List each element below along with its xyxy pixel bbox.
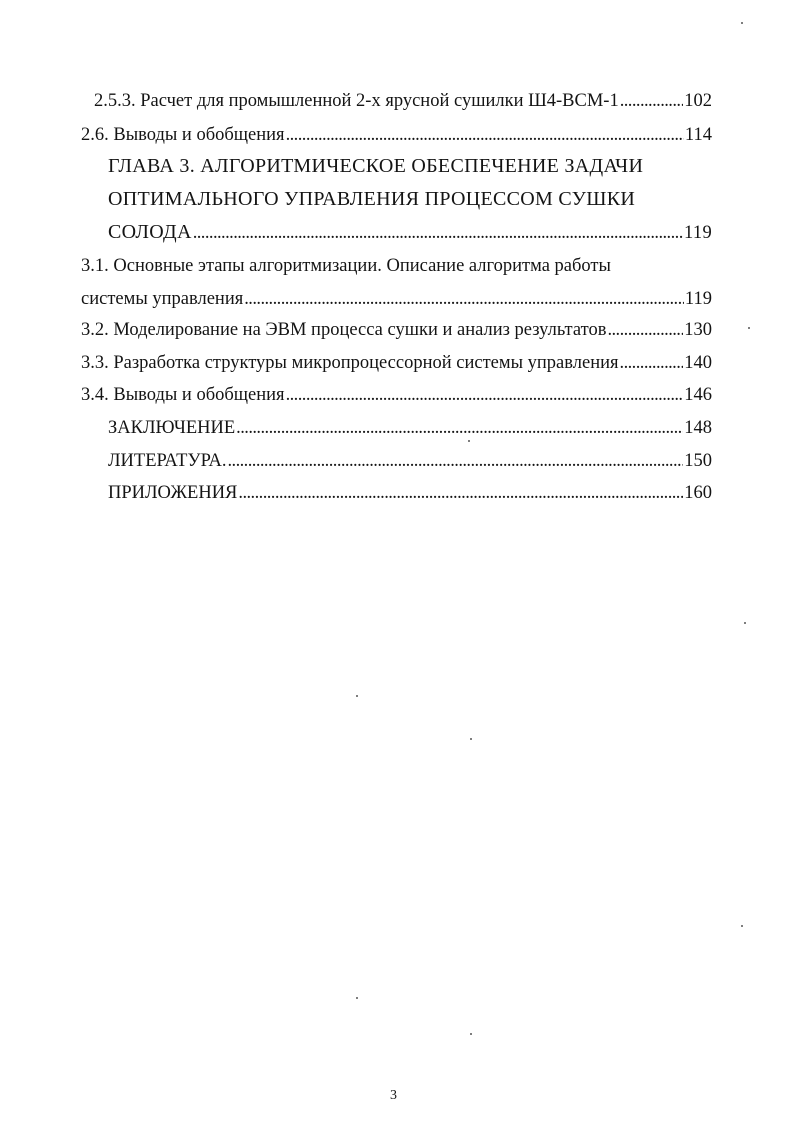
toc-entry-title: ПРИЛОЖЕНИЯ [108, 483, 238, 503]
toc-entry-title: системы управления [81, 289, 244, 309]
toc-leader-dots [236, 417, 683, 439]
toc-entry-3-4 [81, 384, 712, 406]
toc-entry-title: ЗАКЛЮЧЕНИЕ [108, 418, 236, 438]
toc-entry-page: 148 [684, 418, 712, 438]
scan-speck [748, 327, 750, 329]
toc-entry-page: 146 [684, 385, 712, 405]
toc-entry-title: 3.3. Разработка структуры микропроцессорной системы управления [81, 353, 619, 373]
toc-leader-dots [193, 221, 683, 245]
chapter-3-title-line-1: ГЛАВА 3. АЛГОРИТМИЧЕСКОЕ ОБЕСПЕЧЕНИЕ ЗАДАЧИ [108, 155, 644, 177]
toc-entry-3-1 [81, 288, 712, 310]
toc-leader-dots [286, 384, 684, 406]
toc-entry-appendices [108, 482, 712, 504]
toc-leader-dots [620, 90, 684, 112]
scan-speck [741, 22, 743, 24]
toc-leader-dots [244, 288, 684, 310]
toc-entry-conclusion [108, 417, 712, 439]
toc-entry-title: 2.6. Выводы и обобщения [81, 125, 285, 145]
toc-entry-page: 102 [684, 91, 712, 111]
toc-entry-page: 119 [684, 289, 712, 309]
toc-entry-title: 3.4. Выводы и обобщения [81, 385, 285, 405]
scan-speck [744, 622, 746, 624]
toc-leader-dots [227, 450, 683, 472]
scan-speck [356, 997, 358, 999]
toc-leader-dots [620, 352, 684, 374]
toc-entry-page: 114 [684, 125, 712, 145]
scan-speck [470, 738, 472, 740]
toc-entry-3-1-line-1: 3.1. Основные этапы алгоритмизации. Описание алгоритма работы [81, 256, 611, 276]
toc-entry-page: 140 [684, 353, 712, 373]
toc-entry-title: ЛИТЕРАТУРА. [108, 451, 227, 471]
scan-speck [741, 925, 743, 927]
toc-leader-dots [286, 124, 684, 146]
toc-entry-2-5-3 [94, 90, 712, 112]
toc-entry-title: СОЛОДА [108, 221, 192, 243]
toc-entry-2-6 [81, 124, 712, 146]
toc-entry-literature [108, 450, 712, 472]
scan-speck [468, 440, 470, 442]
chapter-3-title-line-2: ОПТИМАЛЬНОГО УПРАВЛЕНИЯ ПРОЦЕССОМ СУШКИ [108, 188, 636, 210]
toc-entry-page: 119 [684, 223, 712, 243]
toc-entry-page: 160 [684, 483, 712, 503]
toc-entry-chapter-3 [108, 220, 712, 245]
toc-leader-dots [607, 319, 683, 341]
toc-entry-page: 150 [684, 451, 712, 471]
scan-speck [356, 695, 358, 697]
toc-entry-3-2 [81, 319, 712, 341]
page-number: 3 [390, 1088, 397, 1103]
toc-entry-title: 3.2. Моделирование на ЭВМ процесса сушки и анализ результатов [81, 320, 607, 340]
toc-leader-dots [238, 482, 683, 504]
toc-entry-title: 2.5.3. Расчет для промышленной 2-х ярусной сушилки Ш4-ВСМ-1 [94, 91, 619, 111]
toc-entry-page: 130 [684, 320, 712, 340]
toc-entry-3-3 [81, 352, 712, 374]
scan-speck [470, 1033, 472, 1035]
